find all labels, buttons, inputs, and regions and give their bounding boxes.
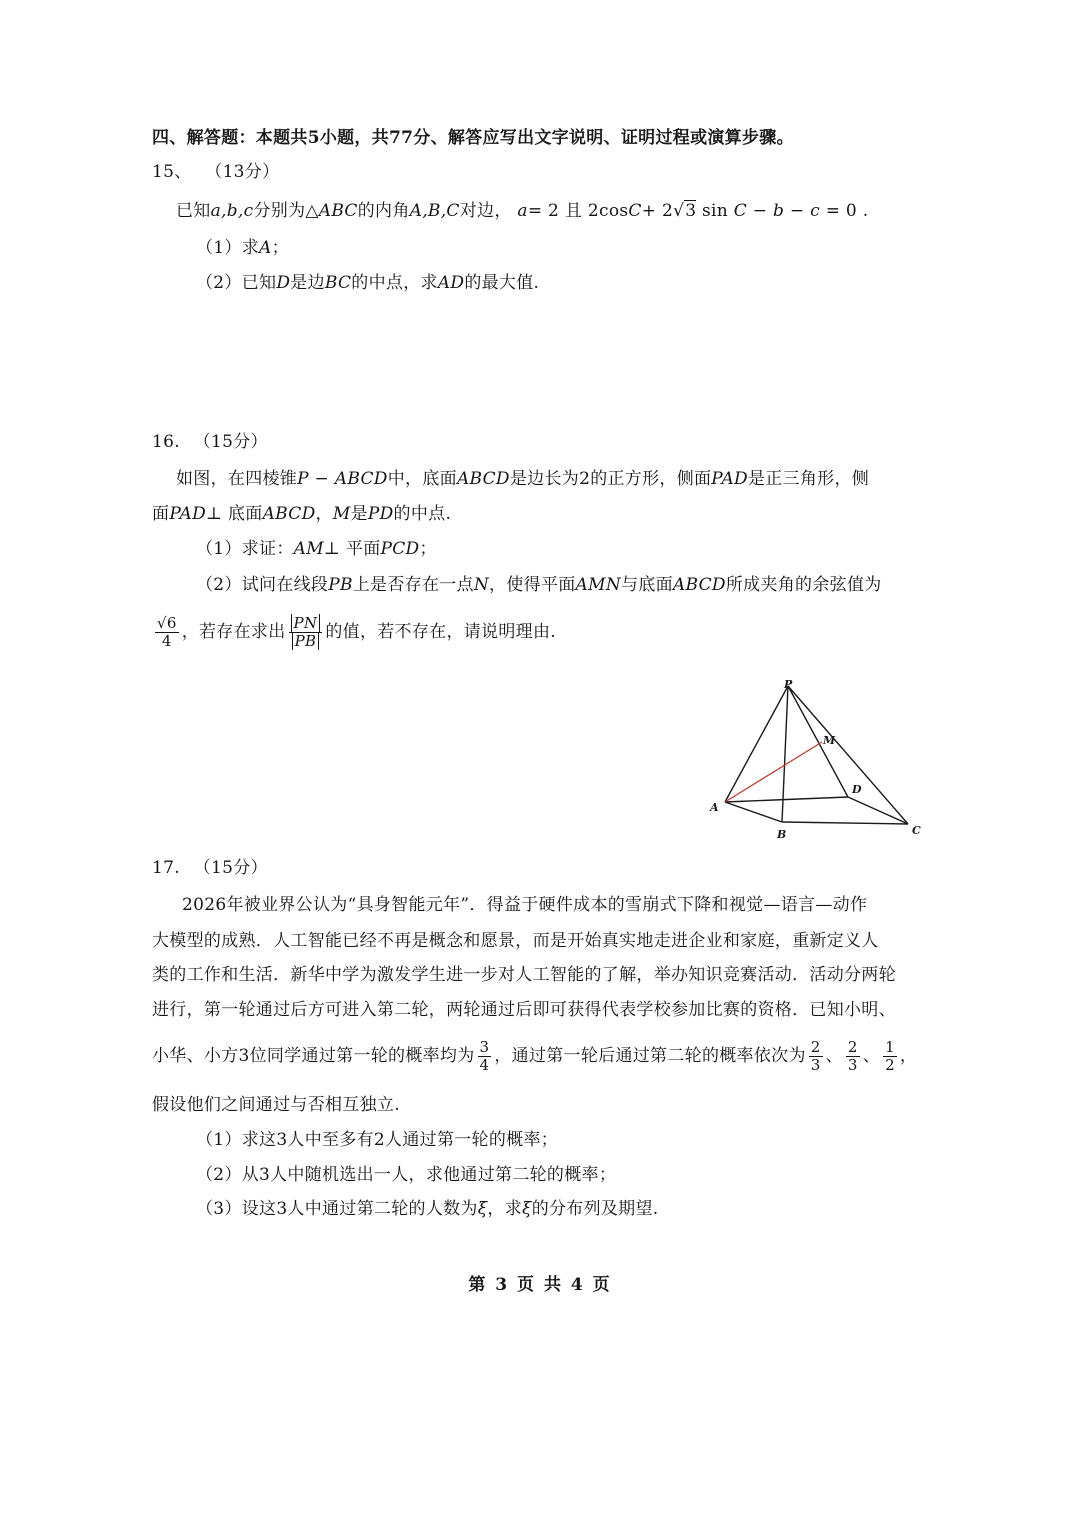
q15-part2-var: BC — [324, 273, 352, 293]
q16-text: 的值，若不存在，请说明理由. — [325, 622, 556, 642]
label-a: A — [710, 801, 719, 814]
label-d: D — [852, 783, 862, 796]
q17-part2 — [196, 1163, 616, 1187]
segment-am — [725, 742, 822, 802]
section-heading — [152, 126, 794, 150]
q17-fraction — [883, 1039, 897, 1074]
edge-pc — [788, 686, 908, 824]
q16-points: （15分） — [193, 432, 268, 452]
label-c: C — [912, 824, 921, 837]
q16-ratio-num: PN — [291, 614, 321, 632]
q17-part3-text: （3）设这3人中通过第二轮的人数为 — [196, 1199, 478, 1219]
q17-fraction — [846, 1039, 860, 1074]
q16-ratio-den: PB — [292, 632, 320, 650]
q17-fraction-den: 3 — [847, 1056, 858, 1074]
q15-part2-text: （2）已知 — [196, 273, 277, 293]
q17-fraction-num: 2 — [847, 1038, 858, 1056]
q17-text: 进行，第一轮通过后方可进入第二轮，两轮通过后即可获得代表学校参加比赛的资格．已知小明、 — [152, 1000, 896, 1020]
q16-var: ABCD — [262, 504, 316, 524]
edge-pd — [788, 686, 848, 797]
edge-pb — [782, 686, 788, 822]
page-number: 第 3 页 共 4 页 — [468, 1275, 612, 1295]
q15-stem-text: 分别为△ — [253, 201, 319, 221]
q16-var: PB — [328, 575, 353, 595]
q17-header — [152, 856, 268, 880]
q17-var-xi: ξ — [522, 1199, 532, 1219]
q16-header — [152, 430, 268, 454]
q16-part2-line2 — [152, 610, 556, 654]
q16-text: ，若存在求出 — [181, 622, 286, 642]
edge-bc — [782, 822, 908, 824]
q15-part1-text: ； — [271, 238, 289, 258]
q17-fraction — [809, 1039, 823, 1074]
q16-text: 的中点. — [393, 504, 452, 524]
q15-stem-angles: A,B,C — [409, 201, 460, 221]
q17-text: 、 — [825, 1046, 843, 1066]
q16-text: 所成夹角的余弦值为 — [725, 575, 882, 595]
q15-header — [152, 160, 279, 184]
q17-fraction-num: 2 — [810, 1038, 821, 1056]
q17-line4 — [152, 998, 896, 1022]
q16-part2-line1 — [196, 573, 882, 597]
edge-ad — [725, 797, 848, 802]
q16-var: N — [473, 575, 490, 595]
q17-text: ，通过第一轮后通过第二轮的概率依次为 — [494, 1046, 806, 1066]
q17-text: 2026年被业界公认为“具身智能元年”．得益于硬件成本的雪崩式下降和视觉—语言—动作 — [182, 895, 868, 915]
q17-fraction-den: 4 — [479, 1056, 490, 1074]
q15-part1 — [196, 236, 289, 260]
q16-text: 是边长为2的正方形，侧面 — [509, 469, 712, 489]
q17-text: 大模型的成熟．人工智能已经不再是概念和愿景，而是开始真实地走进企业和家庭，重新定义人 — [152, 931, 879, 951]
label-m: M — [823, 734, 836, 747]
q16-text: ； — [419, 539, 437, 559]
q16-stem-line2 — [152, 502, 451, 526]
q15-part1-var: A — [259, 238, 272, 258]
q16-cos-fraction — [155, 615, 179, 650]
q16-cos-fraction-num: √6 — [157, 614, 177, 632]
q15-eq: C − b − c — [733, 201, 820, 221]
q17-part3-text: ，求 — [487, 1199, 523, 1219]
q15-eq: = 0 . — [819, 201, 869, 221]
q15-eq-sqrt3: 3 — [685, 201, 697, 221]
q15-part2-var: AD — [437, 273, 465, 293]
q17-line2 — [152, 929, 879, 953]
q16-text: 如图，在四棱锥 — [176, 469, 298, 489]
q17-fraction-num: 1 — [885, 1038, 895, 1056]
q16-var: PAD — [169, 504, 206, 524]
page-footer — [0, 1270, 1080, 1295]
q16-var: PAD — [711, 469, 748, 489]
q16-text: 与底面 — [621, 575, 673, 595]
q16-text: ⊥ 底面 — [206, 504, 263, 524]
q17-text: 假设他们之间通过与否相互独立. — [152, 1095, 400, 1115]
q15-stem-triangle: ABC — [318, 201, 358, 221]
q16-var: PD — [367, 504, 394, 524]
q16-var: PCD — [380, 539, 420, 559]
q17-points: （15分） — [193, 858, 268, 878]
edge-ab — [725, 802, 782, 822]
q15-eq-c: C — [628, 201, 642, 221]
q15-part1-text: （1）求 — [196, 238, 260, 258]
q15-stem-text: 已知 — [176, 201, 211, 221]
q15-part2-text: 是边 — [290, 273, 325, 293]
q17-text: 、 — [862, 1046, 881, 1066]
q15-eq: sin — [696, 201, 729, 221]
q17-part1 — [196, 1128, 558, 1152]
q16-number: 16. — [152, 432, 180, 452]
label-b: B — [777, 828, 787, 841]
pyramid-diagram — [700, 680, 940, 850]
q17-fraction — [478, 1039, 492, 1074]
q16-part1 — [196, 537, 437, 561]
q17-fraction-den: 2 — [885, 1056, 895, 1074]
q16-text: ⊥ 平面 — [323, 539, 381, 559]
q16-var: ABCD — [672, 575, 726, 595]
q17-part1-text: （1）求这3人中至多有2人通过第一轮的概率； — [196, 1130, 559, 1150]
edge-pa — [725, 686, 788, 802]
q16-text: 面 — [152, 504, 170, 524]
pyramid-edges — [725, 686, 908, 824]
q17-number: 17. — [152, 858, 180, 878]
q15-stem-text: 对边， — [459, 201, 512, 221]
q16-cos-fraction-den: 4 — [161, 632, 172, 650]
q16-text: 是 — [350, 504, 368, 524]
q17-text: ， — [899, 1046, 918, 1066]
label-p: P — [784, 680, 793, 691]
q16-text: 上是否存在一点 — [352, 575, 474, 595]
q16-text: ，使得平面 — [489, 575, 576, 595]
q15-stem-text: 的内角 — [357, 201, 410, 221]
q16-text: （2）试问在线段 — [196, 575, 329, 595]
q17-part3 — [196, 1197, 659, 1221]
pyramid-figure — [700, 680, 940, 850]
q15-stem-vars: a,b,c — [210, 201, 254, 221]
q17-line3 — [152, 963, 896, 987]
q16-text: 是正三角形，侧 — [747, 469, 870, 489]
q17-line5 — [152, 1034, 917, 1078]
q16-text: （1）求证： — [196, 539, 294, 559]
q17-text: 类的工作和生活．新华中学为激发学生进一步对人工智能的了解，举办知识竞赛活动．活动分两轮 — [152, 965, 896, 985]
q17-line1 — [182, 893, 867, 917]
q16-text: 中，底面 — [387, 469, 457, 489]
q16-var: M — [332, 504, 351, 524]
q17-part3-text: 的分布列及期望. — [531, 1199, 659, 1219]
q17-var-xi: ξ — [477, 1199, 488, 1219]
q15-eq-a: a — [517, 201, 528, 221]
q15-eq: + 2√ — [641, 201, 685, 221]
q15-part2-var: D — [276, 273, 291, 293]
q16-stem-line1 — [176, 467, 869, 491]
q16-var: P − ABCD — [297, 469, 388, 489]
q16-ratio-fraction — [289, 615, 323, 650]
q16-text: ， — [315, 504, 333, 524]
q15-number: 15、 — [152, 162, 192, 182]
q15-points: （13分） — [205, 162, 280, 182]
q17-line6 — [152, 1093, 400, 1117]
q15-part2 — [196, 271, 539, 295]
q16-var: AM — [293, 539, 324, 559]
q16-var: ABCD — [456, 469, 510, 489]
q15-eq: = 2 且 2cos — [527, 201, 629, 221]
q17-fraction-num: 3 — [479, 1038, 490, 1056]
q16-var: AMN — [575, 575, 622, 595]
q15-part2-text: 的中点，求 — [351, 273, 438, 293]
q15-part2-text: 的最大值. — [464, 273, 540, 293]
q17-text: 小华、小方3位同学通过第一轮的概率均为 — [152, 1046, 475, 1066]
q17-part2-text: （2）从3人中随机选出一人，求他通过第二轮的概率； — [196, 1165, 617, 1185]
q15-stem — [176, 199, 868, 223]
edge-dc — [848, 797, 908, 824]
section-heading-text: 四、解答题：本题共5小题，共77分、解答应写出文字说明、证明过程或演算步骤。 — [152, 128, 794, 148]
q17-fraction-den: 3 — [810, 1056, 821, 1074]
